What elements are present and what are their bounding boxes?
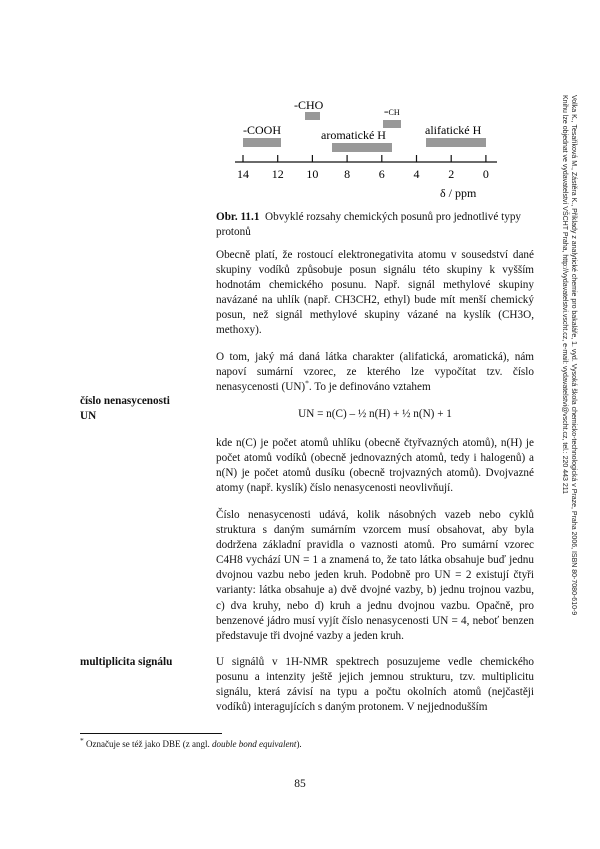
range-bar-aliphatic [426,138,486,147]
x-tick-label: 10 [306,167,319,181]
paragraph-unsaturation-intro [216,350,534,395]
x-tick-label: 8 [344,167,351,181]
page-number [0,778,600,790]
label-cooh: -COOH [243,123,281,137]
range-bar-cho [305,112,320,120]
margin-label-unsaturation [80,394,170,424]
paragraph-2-end: . To je definováno vztahem [308,381,431,394]
range-bar-aromatic [332,143,392,152]
footnote-end: ). [296,739,302,749]
paragraph-4-text: Číslo nenasycenosti udává, kolik násobných vazeb nebo cyklů struktura s daným sumárním vzorcem musí obsahovat, aby byla dodržena základní pravidla o vaznosti atomů. Pro sumární vzorec C4H8 vychází UN = 1 a znamená to, že tato látka obsahuje buď jednu dvojnou vazbu nebo jeden kruh. Podobně pro UN = 2 existují čtyři varianty: látka obsahuje a) dvě dvojné vazby, b) jednu trojnou vazbu, c) dva kruhy, nebo d) kruh a jednu dvojnou vazbu. Opačně, pro benzenové jádro musí vyjít číslo nenasycenosti UN = 4, neboť benzen představuje tři dvojné vazby a jeden kruh. [216,509,534,642]
margin-label-text: multiplicita signálu [80,656,173,668]
footnote-text: Označuje se též jako DBE (z angl. [86,739,212,749]
paragraph-multiplicity [216,655,534,715]
page-number-text: 85 [294,778,306,790]
unsaturation-equation [216,407,534,422]
paragraph-electronegativity [216,248,534,339]
x-tick-label: 2 [448,167,455,181]
chemical-shift-figure [225,92,510,200]
label-ch: =CH [384,108,400,117]
caption-number: Obr. 11.1 [216,211,260,223]
x-tick-label: 6 [378,167,385,181]
equation-text: UN = n(C) – ½ n(H) + ½ n(N) + 1 [298,408,452,420]
footnote-reference: * [305,378,309,388]
label-cho: -CHO [294,98,324,112]
paragraph-2-text: O tom, jaký má daná látka charakter (alifatická, aromatická), nám napoví sumární vzorec, ze kterého lze vypočítat tzv. číslo nenasycenosti (UN) [216,351,534,394]
side-publication-note [561,95,578,655]
margin-label-line1: číslo nenasycenosti [80,395,170,407]
margin-label-multiplicity [80,655,172,670]
paragraph-definitions [216,436,534,496]
footnote-separator [80,733,222,734]
paragraph-3-text: kde n(C) je počet atomů uhlíku (obecně čtyřvazných atomů), n(H) je počet atomů vodíků (obecně jednovazných atomů, tedy i halogenů) a n(N) je počet atomů dusíku (obecně trojvazných atomů). Dvojvazné atomy (např. kyslík) číslo nenasycenosti neovlivňují. [216,437,534,495]
side-note-line2: Knihu lze objednat ve vydavatelství VŠCHT Praha, http://vydavatelstvi.vscht.cz, e-mail: vydavatelstvi@vscht.cz, tel.: 220 443 211 [561,95,568,495]
figure-caption [216,210,534,240]
side-note-line1: Volka K., Tesaříková M., Zástěra K., Příklady z analytické chemie pro bakaláře, 1. vyd. Vysoká škola chemicko-technologická v Praze, Praha 2006, ISBN 80-7080-610-9 [570,95,577,616]
caption-text: Obvyklé rozsahy chemických posunů pro jednotlivé typy protonů [216,211,522,239]
footnote-mark: * [80,736,84,745]
range-bar-ch [383,120,401,128]
x-tick-label: 12 [271,167,284,181]
x-tick-label: 0 [482,167,489,181]
paragraph-5-text: U signálů v 1H-NMR spektrech posuzujeme vedle chemického posunu a intenzity ještě jejich jemnou strukturu, tzv. multiplicitu signálu, která závisí na typu a počtu okolních atomů (nejčastěji vodíků) interagujících s daným protonem. V nejjednodušším [216,656,534,714]
footnote [80,738,302,750]
paragraph-1-text: Obecně platí, že rostoucí elektronegativita atomu v sousedství dané skupiny vodíků způsobuje posun signálu této skupiny k vyšším hodnotám chemického posunu. Např. signál methylové skupiny navázané na uhlík (např. CH3CH2, ethyl) bude mít menší chemický posun, než signál methylové skupiny vázané na kyslík (CH3O, methoxy). [216,249,534,337]
x-tick-label: 14 [237,167,249,181]
label-aromatic: aromatické H [321,128,386,142]
footnote-emphasis: double bond equivalent [211,739,297,749]
x-axis-label: δ / ppm [440,186,477,200]
margin-label-line2: UN [80,410,97,422]
x-axis-ticks [237,155,489,181]
x-tick-label: 4 [413,167,420,181]
paragraph-unsaturation-meaning [216,508,534,644]
label-aliphatic: alifatické H [425,123,482,137]
range-bar-cooh [243,138,281,147]
